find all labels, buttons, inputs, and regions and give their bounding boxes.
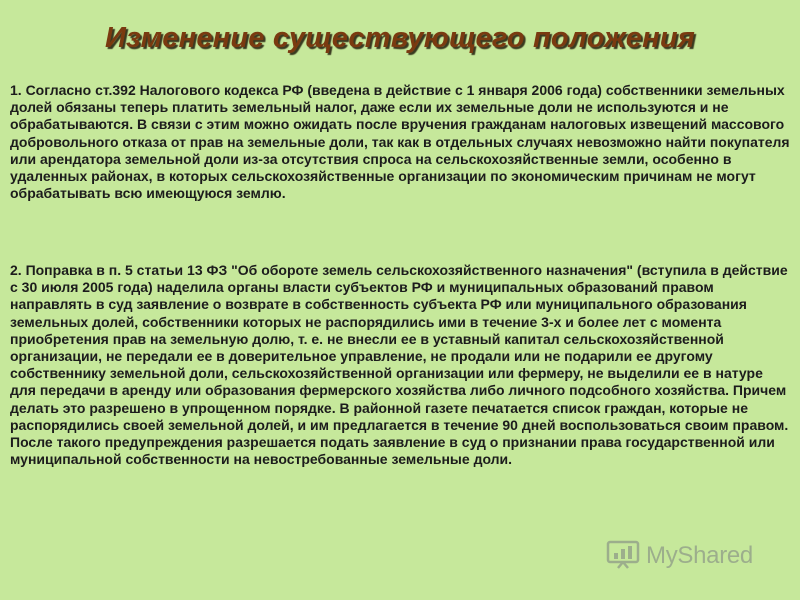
paragraph-1: 1. Согласно ст.392 Налогового кодекса РФ (введена в действие с 1 января 2006 года) собственники земельных долей обязаны теперь платить земельный налог, даже если их земельные доли не используются и не обрабатываются. В связи с этим можно ожидать после вручения гражданам налоговых извещений массового добровольного отказа от прав на земельные доли, так как в отдельных случаях невозможно найти покупателя или арендатора земельной доли из-за отсутствия спроса на сельскохозяйственные земли, особенно в удаленных районах, в которых сельскохозяйственные организации по экономическим причинам не могут обрабатывать всю имеющуюся землю. <box>10 82 790 202</box>
chart-bars-icon <box>606 539 640 574</box>
myshared-watermark[interactable] <box>606 536 766 576</box>
slide-title: Изменение существующего положения <box>104 22 696 54</box>
paragraph-2: 2. Поправка в п. 5 статьи 13 ФЗ "Об обороте земель сельскохозяйственного назначения" (вступила в действие с 30 июля 2005 года) наделила органы власти субъектов РФ и муниципальных образований правом направлять в суд заявление о возврате в собственность субъекта РФ или муниципального образования земельных долей, собственники которых не распорядились ими в течение 3-х и более лет с момента приобретения прав на земельную долю, т. е. не внесли ее в уставный капитал сельскохозяйственной организации, не передали ее в доверительное управление, не продали или не подарили ее другому собственнику земельной доли, сельскохозяйственной организации или фермеру, не выделили ее в натуре для передачи в аренду или образования фермерского хозяйства либо личного подсобного хозяйства. Причем делать это разрешено в упрощенном порядке. В районной газете печатается список граждан, которые не распорядились своей земельной долей, и им предлагается в течение 90 дней воспользоваться своим правом. После такого предупреждения разрешается подать заявление в суд о признании права государственной или муниципальной собственности на невостребованные земельные доли. <box>10 262 789 468</box>
watermark-text: MyShared <box>646 542 753 569</box>
